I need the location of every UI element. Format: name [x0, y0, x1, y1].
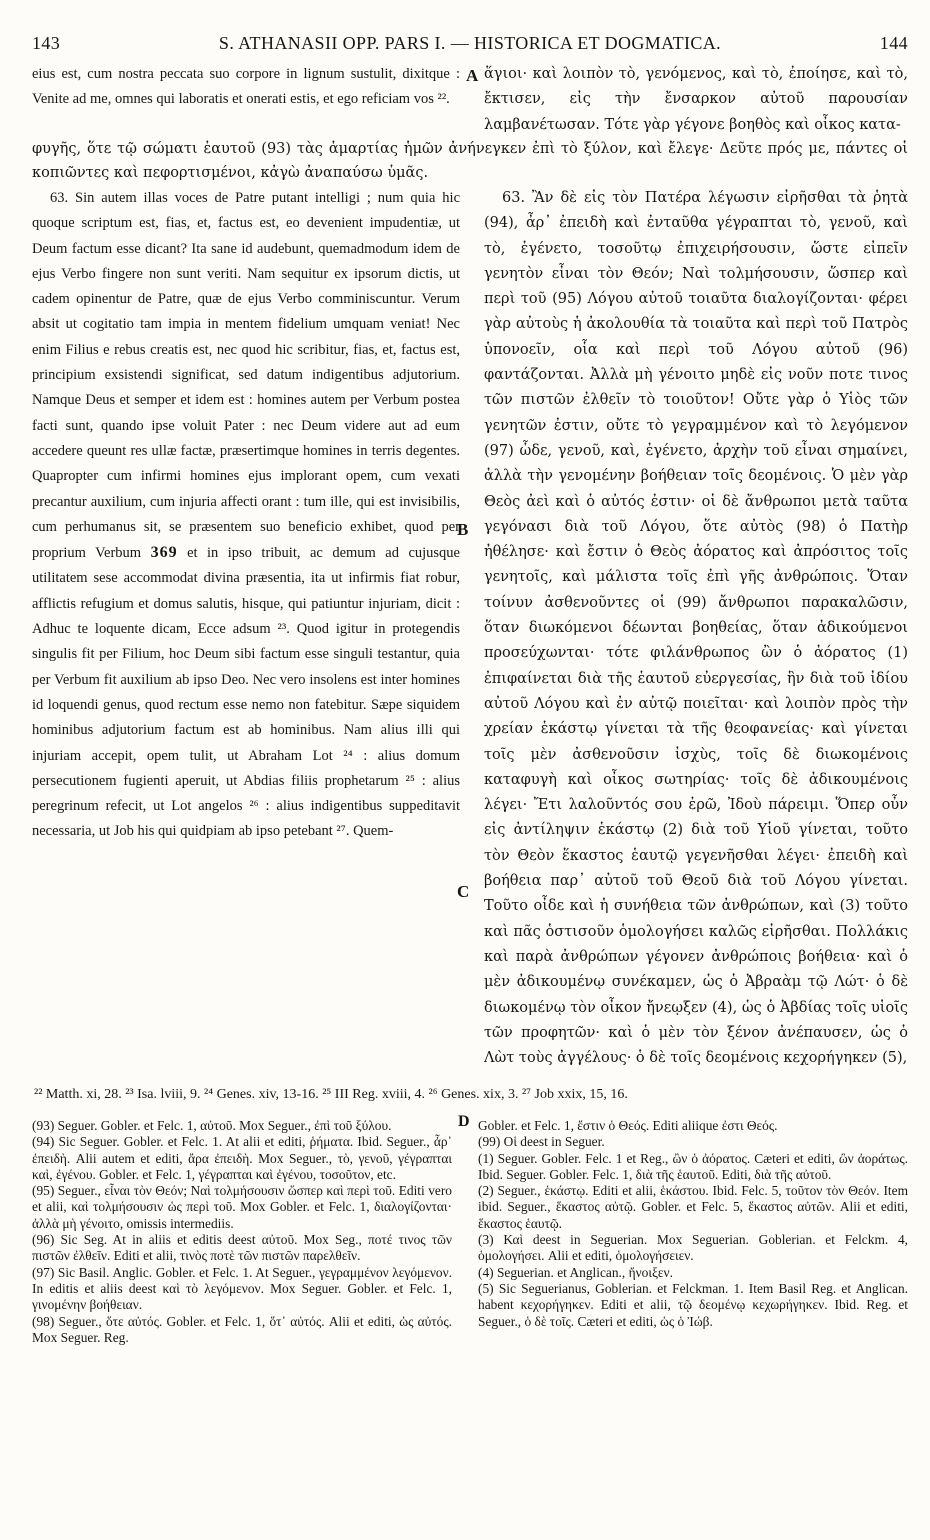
latin-column: [32, 186, 460, 1080]
note-4: (4) Seguerian. et Anglican., ἤνοιξεν.: [478, 1264, 673, 1280]
margin-letter-c: C: [457, 882, 470, 901]
note-1: (1) Seguer. Gobler. Felc. 1 et Reg., ὢν ὁ ἀόρατος. Cæteri et editi, ὢν ἀοράτως. Ibid. Seguer. Gobler. Felc. 1, διὰ τῆς ἑαυτοῦ. Editi, διὰ τῆς αὐτοῦ.: [478, 1150, 908, 1182]
greek-column: [484, 186, 908, 1080]
page-number-right: 144: [879, 33, 908, 53]
note-3: (3) Καὶ deest in Seguerian. Mox Seguerian. Goblerian. et Felckm. 4, ὁμολογήσει. Alii et editi, ὁμολογήσειεν.: [478, 1232, 908, 1264]
greek-paragraph-63: 63. Ἂν δὲ εἰς τὸν Πατέρα λέγωσιν εἰρῆσθαι τὰ ῥητὰ (94), ἆρ᾽ ἐπειδὴ καὶ ἐνταῦθα γέγραπται τὸ, γενοῦ, καὶ τὸ, ἐγένετο, τοσοῦτῳ ἐπιχειρήσουσιν, ὥστε εἰπεῖν γενητὸν εἶναι τὸν Θεόν; Ναὶ τολμήσουσιν, ὥσπερ καὶ περὶ τοῦ (95) Λόγου αὐτοῦ τοιαῦτα διαλογίζονται· φέρει γὰρ αὐτοὺς ἡ ἀκολουθία τὰ τοιαῦτα καὶ περὶ τοῦ Πατρὸς ὑπονοεῖν, οἷα καὶ περὶ τοῦ Λόγου αὐτοῦ (96) φαντάζονται. Ἀλλὰ μὴ γένοιτο μηδὲ εἰς νοῦν ποτε τινος τῶν πιστῶν ἐλθεῖν τὸ τοιοῦτον! Οὔτε γὰρ ὁ Υἱὸς τῶν γενητῶν ἐστιν, οὔτε τὸ γεγραμμένον καὶ τὸ λεγόμενον (97) ὧδε, γενοῦ, καὶ, ἐγένετο, ἀρχὴν τοῦ εἶναι σημαίνει, ἀλλὰ τὴν γενομένην βοήθειαν τοῖς δεομένοις. Ὁ μὲν γὰρ Θεὸς ἀεὶ καὶ ὁ αὐτός ἐστιν· οἱ δὲ ἄνθρωποι μετὰ ταῦτα γεγόνασι διὰ τοῦ Λόγου, ὅτε αὐτὸς (98) ὁ Πατὴρ ἠθέλησε· καὶ ἔστιν ὁ Θεὸς ἀόρατος καὶ ἀπρόσιτος τοῖς γενητοῖς, καὶ μάλιστα τοῖς ἐπὶ γῆς ἀνθρώποις. Ὅταν τοίνυν ἀσθενοῦντες οἱ (99) ἄνθρωποι παρακαλῶσιν, ὅταν διωκόμενοι δέωνται βοηθείας, ὅταν ἀδικούμενοι προσεύχωνται· τότε φιλάνθρωπος ὢν ὁ ἀόρατος (1) ἐπιφαίνεται διὰ τῆς ἑαυτοῦ εὐεργεσίας, ἣν διὰ τοῦ ἰδίου αὐτοῦ Λόγου καὶ ἐν αὐτῷ ποιεῖται· καὶ λοιπὸν πρὸς τὴν χρείαν ἑκάστῳ γίνεται τὰ τῆς θεοφανείας· καὶ γίνεται τοῖς μὲν ἀσθενοῦσιν ἰσχὺς, τοῖς δὲ διωκομένοις καταφυγὴ καὶ οἶκος σωτηρίας· τοῖς δὲ ἀδικουμένοις λέγει· Ἔτι λαλοῦντός σου ἐρῶ, Ἰδοὺ πάρειμι. Ὅπερ οὖν εἰς ἀντίληψιν ἑκάστῳ (2) διὰ τοῦ Υἱοῦ γίνεται, τοῦτο τὸν Θεὸν ἕκαστος ἑαυτῷ γεγενῆσθαι λέγει· ἐπειδὴ καὶ βοήθεια παρ᾽ αὐτοῦ τοῦ Θεοῦ διὰ τοῦ Λόγου γίνεται. Τοῦτο οἶδε καὶ ἡ συνήθεια τῶν ἀνθρώπων, καὶ (3) τοῦτο καὶ πᾶς ὁστισοῦν ὁμολογήσει καλῶς εἰρῆσθαι. Πολλάκις καὶ παρὰ ἀνθρώπων γέγονεν ἀνθρώποις βοήθεια· καὶ ὁ μὲν ἀδικουμένῳ συνέκαμεν, ὡς ὁ Ἀβραὰμ τῷ Λώτ· ὁ δὲ διωκομένῳ τὸν οἶκον ἤνεῳξεν (4), ὡς ὁ Ἀβδίας τοῖς υἱοῖς τῶν προφητῶν· καὶ ὁ μὲν τὸν ξένον ἀνέπαυσεν, ὡς ὁ Λὼτ τοὺς ἀγγέλους· ὁ δὲ τοῖς δεομένοις κεχορήγηκεν (5),: [484, 190, 908, 1067]
greek-spanning-line: φυγῆς, ὅτε τῷ σώματι ἑαυτοῦ (93) τὰς ἁμαρτίας ἡμῶν ἀνήνεγκεν ἐπὶ τὸ ξύλον, καὶ ἔλεγε· Δεῦτε πρός με, πάντες οἱ κοπιῶντες καὶ πεφορτισμένοι, κἀγὼ ἀναπαύσω ὑμᾶς.: [32, 141, 908, 181]
note-96: (96) Sic Seg. At in aliis et editis deest αὐτοῦ. Mox Seg., ποτέ τινος τῶν πιστῶν ἐλθεῖν. Editi et alii, τινὸς ποτὲ τῶν πιστῶν παρελθεῖν.: [32, 1232, 452, 1264]
note-95: (95) Seguer., εἶναι τὸν Θεόν; Ναὶ τολμήσουσιν ὥσπερ καὶ περὶ τοῦ. Editi vero et alii, καὶ τολμήσουσιν ὡς περὶ τοῦ. Mox Gobler. et Felc. 1, διαλογίζονται· ἀλλὰ μὴ γένοιτο, omissis intermediis.: [32, 1183, 452, 1231]
note-2: (2) Seguer., ἑκάστῳ. Editi et alii, ἑκάστου. Ibid. Felc. 5, τοῦτον τὸν Θεόν. Item ibid. Seguer., ἕκαστος αὐτῷ. Gobler. et Felc. 5, ἕκαστος αὐτῶν. Alii et editi, ἕκαστος ἑαυτῷ.: [478, 1183, 908, 1231]
latin-top-text: eius est, cum nostra peccata suo corpore in lignum sustulit, dixitque : Venite ad me, omnes qui laboratis et onerati estis, et ego reficiam vos ²².: [32, 66, 460, 108]
margin-letter-b: B: [457, 520, 469, 539]
margin-letter-a: A: [466, 66, 479, 85]
note-97: (97) Sic Basil. Anglic. Gobler. et Felc. 1. At Seguer., γεγραμμένον λεγόμενον. In editis et aliis deest καὶ τὸ λεγόμενον. Mox Seguer. Gobler. et Felc. 1, γινομένην βοήθειαν.: [32, 1264, 452, 1313]
margin-letter-d: D: [458, 1113, 470, 1130]
notes-right: [478, 1118, 908, 1530]
latin-paragraph-63: 63. Sin autem illas voces de Patre putant intelligi ; num quia hic quoque scriptum est, fias, et, factus est, eo devenient impudentiæ, ut Deum factum esse dicant? Ita sane id audebunt, quemadmodum idem de ejus Verbo fingere non sunt veriti. Nam sequitur ex ipsorum dictis, ut cadem opinentur de Patre, quæ de ejus Verbo comminiscuntur. Verum absit ut cogitatio tam impia in mentem fidelium umquam veniat! Nec enim Filius e rebus creatis est, nec quod hic scribitur, fias, et, factus est, principium exsistendi significat, sed datum indigentibus adjutorium. Namque Deus et semper et idem est : homines autem per Verbum postea facti sunt, quando ipse voluit Pater : nec Deum videre aut ad eum accedere queunt res ullæ factæ, præsertimque homines in terris degentes. Quapropter cum infirmi homines ejus implorant opem, cum vexati precantur auxilium, cum injuria affecti orant : tum ille, qui est invisibilis, cum perhumanus sit, se præsentem suo beneficio exhibet, quod per proprium Verbum: [32, 190, 460, 562]
note-93: (93) Seguer. Gobler. et Felc. 1, αὐτοῦ. Mox Seguer., ἐπὶ τοῦ ξύλου.: [32, 1118, 392, 1133]
note-94: (94) Sic Seguer. Gobler. et Felc. 1. At alii et editi, ῥήματα. Ibid. Seguer., ἆρ᾽ ἐπειδὴ. Alii autem et editi, ἄρα ἐπειδὴ. Mox Seguer., τὸ, γενοῦ, γέγραπται καὶ, ἐγένου. Gobler. et Felc. 1, γέγραπται καὶ ἐγένου, τοσοῦτον, etc.: [32, 1134, 452, 1182]
greek-top-text: ἅγιοι· καὶ λοιπὸν τὸ, γενόμενος, καὶ τὸ, ἐποίησε, καὶ τὸ, ἔκτισεν, εἰς τὴν ἔνσαρκον αὐτοῦ παρουσίαν λαμβανέτωσαν. Τότε γὰρ γέγονε βοηθὸς καὶ οἶκος κατα-: [484, 66, 908, 133]
notes-left: [32, 1118, 452, 1530]
scripture-references: ²² Matth. xi, 28. ²³ Isa. lviii, 9. ²⁴ Genes. xiv, 13-16. ²⁵ III Reg. xviii, 4. ²⁶ Genes. xix, 3. ²⁷ Job xxix, 15, 16.: [34, 1087, 628, 1102]
note-5: (5) Sic Seguerianus, Goblerian. et Felckman. 1. Item Basil Reg. et Anglican. habent κεχορήγηκεν. Editi et alii, τῷ δεομένῳ κεχωρήγηκεν. Ibid. Reg. et Seguer., ὁ δὲ τοῖς. Cæteri et editi, ὡς ὁ Ἰώβ.: [478, 1280, 908, 1329]
page-header: [32, 33, 908, 55]
running-title: S. ATHANASII OPP. PARS I. — HISTORICA ET DOGMATICA.: [218, 33, 722, 53]
note-98-cont: Gobler. et Felc. 1, ἔστιν ὁ Θεός. Editi aliique ἐστι Θεός.: [478, 1118, 778, 1133]
page-number-left: 143: [32, 33, 61, 53]
page-seal: 369: [150, 544, 178, 562]
note-99: (99) Οἱ deest in Seguer.: [478, 1134, 605, 1150]
note-98: (98) Seguer., ὅτε αὐτός. Gobler. et Felc. 1, ὅτ᾽ αὐτός. Alii et editi, ὡς αὐτός. Mox Seguer. Reg.: [32, 1313, 452, 1345]
latin-paragraph-63-cont: et in ipso tribuit, ac demum ad cujusque utilitatem sese accommodat divina præsentia, ita ut infirmis fiat robur, afflictis refugium et domus salutis, hisque, qui patiuntur injuriam, dicit : Adhuc te loquente dicam, Ecce adsum ²³. Quod igitur in protegendis singulis fit per Filium, hoc Deum sibi factum esse singuli testantur, quia per Verbum fit auxilium ab ipso Deo. Nec vero insolens est inter homines id loquendi genus, quod rectum esse nemo non fatebitur. Sæpe siquidem hominibus adjutorium factum est ab hominibus. Nam alius illi qui injuriam accepit, opem tulit, ut Abraham Lot ²⁴ : alius domum persecutionem fugienti aperuit, ut Abdias filiis prophetarum ²⁵ : alius peregrinum refecit, ut Lot angelos ²⁶ : alius indigentibus suppeditavit necessaria, ut Job his qui quidpiam ab ipso petebant ²⁷. Quem-: [32, 545, 460, 840]
